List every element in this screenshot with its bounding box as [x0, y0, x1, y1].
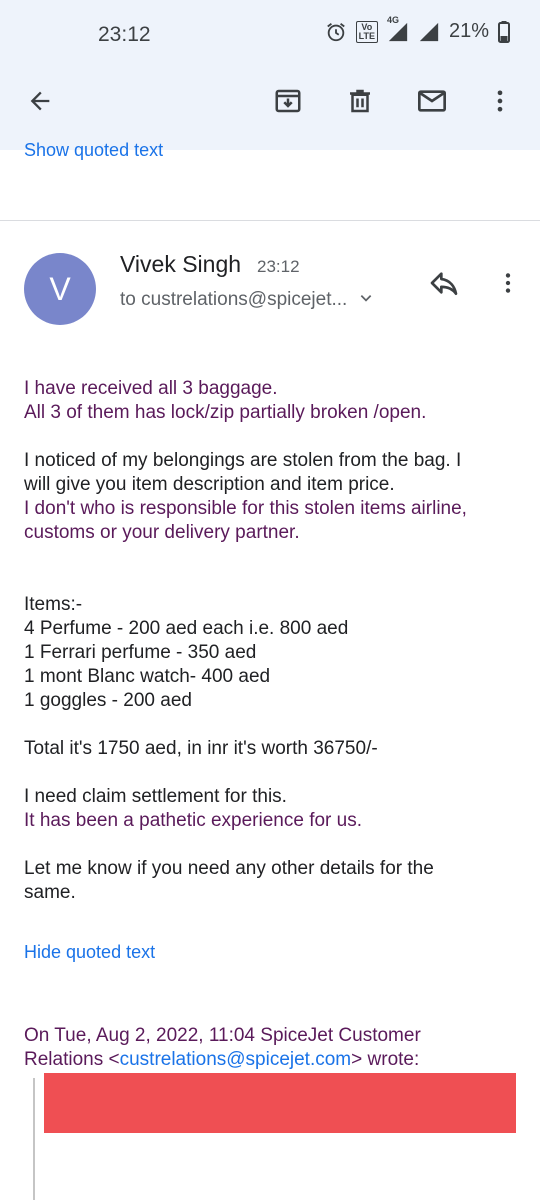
quote-bar — [33, 1078, 35, 1200]
hide-quoted-text-link[interactable]: Hide quoted text — [24, 942, 156, 962]
quote-suffix: > wrote: — [351, 1049, 420, 1070]
reply-icon[interactable] — [424, 263, 464, 303]
status-time: 23:12 — [98, 23, 151, 46]
delete-icon[interactable] — [336, 75, 384, 127]
body-line: Items:- — [24, 594, 83, 615]
body-line: same. — [24, 882, 76, 903]
recipient-details[interactable] — [120, 289, 373, 311]
body-line: I have received all 3 baggage. — [24, 378, 278, 399]
body-line: I don't who is responsible for this stolen items airline, — [24, 498, 467, 519]
body-line: It has been a pathetic experience for us. — [24, 810, 362, 831]
sender-name: Vivek Singh — [120, 251, 242, 277]
battery-percent: 21% — [448, 20, 489, 42]
back-arrow-icon[interactable] — [16, 75, 64, 127]
mark-unread-icon[interactable] — [408, 75, 456, 127]
body-line: customs or your delivery partner. — [24, 522, 300, 543]
body-line: All 3 of them has lock/zip partially broken /open. — [24, 402, 427, 423]
body-line: Let me know if you need any other details for the — [24, 858, 434, 879]
body-line: I need claim settlement for this. — [24, 786, 287, 807]
chevron-down-icon[interactable] — [359, 289, 373, 311]
quote-prefix: Relations < — [24, 1049, 120, 1070]
volte-bottom-label: LTE — [358, 30, 375, 41]
signal-4g-icon — [386, 14, 409, 43]
body-line: 4 Perfume - 200 aed each i.e. 800 aed — [24, 618, 349, 639]
avatar-letter: V — [49, 270, 71, 307]
status-icons — [325, 14, 510, 43]
signal-icon — [418, 21, 440, 43]
message-time: 23:12 — [257, 257, 300, 276]
top-area — [0, 0, 540, 150]
volte-icon — [356, 21, 378, 43]
show-quoted-text-link[interactable]: Show quoted text — [24, 140, 164, 160]
battery-icon — [498, 21, 510, 43]
quote-header-line: On Tue, Aug 2, 2022, 11:04 SpiceJet Customer — [24, 1025, 421, 1046]
quote-email-link[interactable]: custrelations@spicejet.com — [119, 1049, 352, 1070]
more-vert-icon[interactable] — [476, 75, 524, 127]
body-line: Total it's 1750 aed, in inr it's worth 36750/- — [24, 738, 378, 759]
archive-icon[interactable] — [264, 75, 312, 127]
message-more-icon[interactable] — [490, 263, 526, 303]
body-line: 1 goggles - 200 aed — [24, 690, 192, 711]
network-type-label: 4G — [386, 14, 399, 25]
body-line: 1 Ferrari perfume - 350 aed — [24, 642, 257, 663]
recipient-label: to custrelations@spicejet... — [120, 289, 348, 310]
avatar[interactable] — [24, 253, 96, 325]
divider — [0, 220, 540, 221]
alarm-icon — [325, 21, 347, 43]
body-line: 1 mont Blanc watch- 400 aed — [24, 666, 271, 687]
volte-top-label: Vo — [361, 21, 373, 32]
toolbar — [0, 75, 540, 127]
redaction-block — [44, 1073, 516, 1133]
status-bar — [0, 0, 540, 70]
body-line: will give you item description and item price. — [24, 474, 395, 495]
quote-header-line — [24, 1048, 419, 1072]
body-line: I noticed of my belongings are stolen from the bag. I — [24, 450, 462, 471]
